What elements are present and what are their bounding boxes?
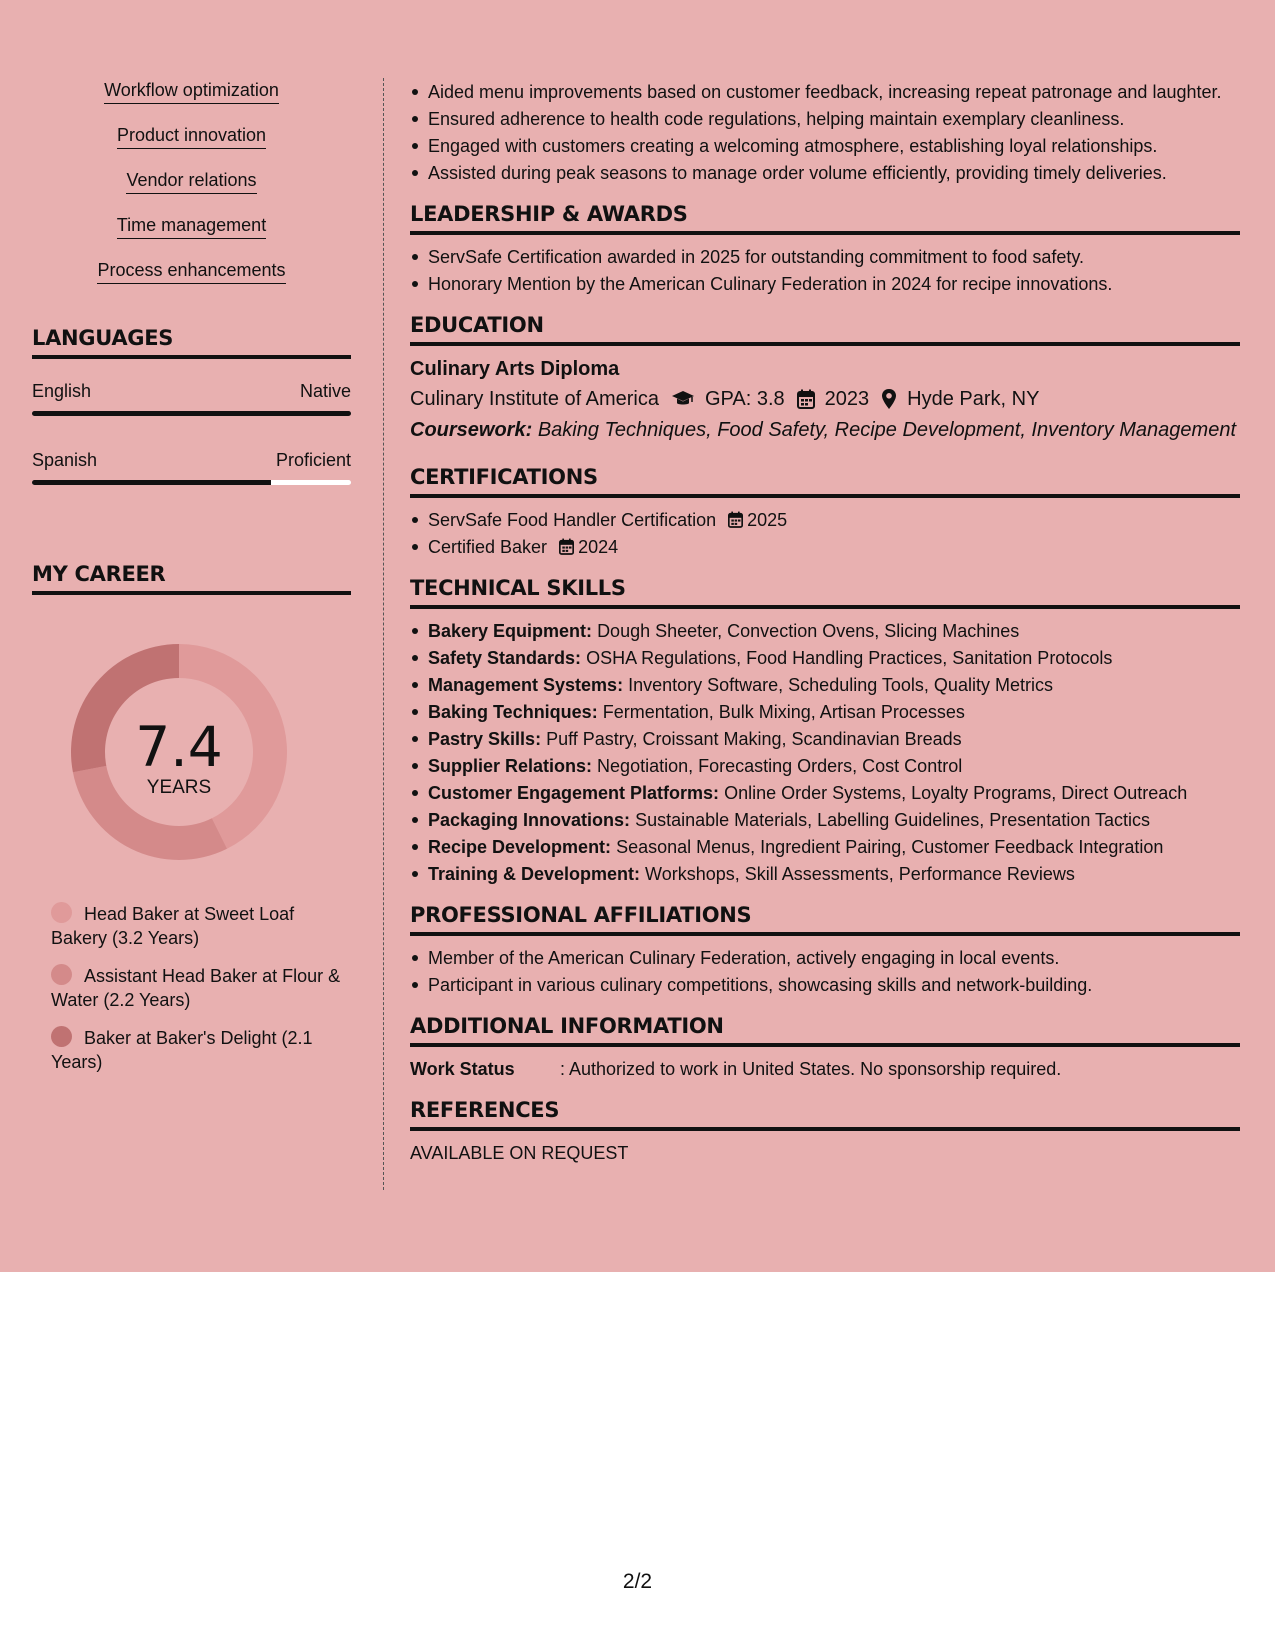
strength-item: Time management	[32, 213, 351, 258]
skill-item: Training & Development: Workshops, Skill Assessments, Performance Reviews	[410, 862, 1240, 886]
technical-skills-section	[410, 575, 1240, 886]
affiliations-title: PROFESSIONAL AFFILIATIONS	[410, 902, 1240, 936]
coursework-label: Coursework:	[410, 419, 533, 441]
graduation-cap-icon	[671, 390, 695, 408]
education-section	[410, 312, 1240, 444]
affiliation-item: Member of the American Culinary Federation, actively engaging in local events.	[410, 946, 1240, 970]
language-level: Proficient	[275, 450, 351, 470]
experience-bullet: Ensured adherence to health code regulations, helping maintain exemplary cleanliness.	[410, 107, 1240, 131]
skill-item: Packaging Innovations: Sustainable Materials, Labelling Guidelines, Presentation Tactics	[410, 808, 1240, 832]
career-donut	[64, 637, 294, 867]
right-column	[410, 80, 1240, 1165]
coursework-list: Baking Techniques, Food Safety, Recipe Development, Inventory Management	[537, 419, 1236, 441]
school-name: Culinary Institute of America	[410, 388, 659, 410]
certifications-section	[410, 464, 1240, 559]
school-location: Hyde Park, NY	[907, 388, 1040, 410]
page-number: 2/2	[622, 1570, 653, 1593]
language-name: Spanish	[32, 450, 98, 470]
legend-item: Baker at Baker's Delight (2.1 Years)	[51, 1028, 313, 1072]
calendar-icon	[728, 511, 743, 528]
work-status-value: : Authorized to work in United States. No sponsorship required.	[560, 1059, 1062, 1079]
column-divider	[383, 78, 384, 1190]
language-bar	[32, 411, 351, 416]
work-status-label: Work Status	[410, 1059, 515, 1079]
language-bar-fill	[32, 411, 351, 416]
degree-name: Culinary Arts Diploma	[410, 358, 620, 380]
career-section	[32, 561, 351, 1074]
experience-bullet: Aided menu improvements based on customer feedback, increasing repeat patronage and laughter.	[410, 80, 1240, 104]
gpa: GPA: 3.8	[705, 388, 785, 410]
skill-item: Safety Standards: OSHA Regulations, Food Handling Practices, Sanitation Protocols	[410, 646, 1240, 670]
skill-item: Baking Techniques: Fermentation, Bulk Mixing, Artisan Processes	[410, 700, 1240, 724]
experience-bullets	[410, 80, 1240, 185]
education-title: EDUCATION	[410, 312, 1240, 346]
skill-item: Management Systems: Inventory Software, Scheduling Tools, Quality Metrics	[410, 673, 1240, 697]
languages-title: LANGUAGES	[32, 325, 351, 359]
education-details	[410, 385, 1240, 413]
language-bar	[32, 480, 351, 485]
left-column	[32, 78, 351, 1088]
skill-item: Supplier Relations: Negotiation, Forecasting Orders, Cost Control	[410, 754, 1240, 778]
certification-name: ServSafe Food Handler Certification	[428, 510, 717, 530]
strengths-list	[32, 78, 351, 303]
legend-item: Head Baker at Sweet Loaf Bakery (3.2 Years)	[51, 904, 295, 948]
experience-bullet: Assisted during peak seasons to manage order volume efficiently, providing timely deliveries.	[410, 161, 1240, 185]
certification-item	[410, 508, 1240, 532]
references-text: AVAILABLE ON REQUEST	[410, 1143, 629, 1163]
languages-section	[32, 325, 351, 485]
certification-year: 2024	[578, 537, 619, 557]
career-total: 7.4	[135, 715, 223, 779]
leadership-item: Honorary Mention by the American Culinary Federation in 2024 for recipe innovations.	[410, 272, 1240, 296]
leadership-title: LEADERSHIP & AWARDS	[410, 201, 1240, 235]
strength-item: Product innovation	[32, 123, 351, 168]
location-pin-icon	[881, 388, 897, 410]
language-name: English	[32, 381, 92, 401]
additional-info-section	[410, 1013, 1240, 1081]
calendar-icon	[559, 538, 574, 555]
language-bar-fill	[32, 480, 271, 485]
skill-item: Pastry Skills: Puff Pastry, Croissant Making, Scandinavian Breads	[410, 727, 1240, 751]
strength-item: Process enhancements	[32, 258, 351, 303]
strength-item: Workflow optimization	[32, 78, 351, 123]
additional-info-title: ADDITIONAL INFORMATION	[410, 1013, 1240, 1047]
graduation-year: 2023	[824, 388, 870, 410]
legend-dot	[51, 964, 72, 985]
language-level: Native	[299, 381, 351, 401]
skill-item: Recipe Development: Seasonal Menus, Ingredient Pairing, Customer Feedback Integration	[410, 835, 1240, 859]
affiliations-section	[410, 902, 1240, 997]
skill-item: Customer Engagement Platforms: Online Order Systems, Loyalty Programs, Direct Outreach	[410, 781, 1240, 805]
certifications-title: CERTIFICATIONS	[410, 464, 1240, 498]
calendar-icon	[797, 389, 815, 409]
work-status-row	[410, 1057, 1240, 1081]
language-item	[32, 449, 351, 485]
legend-item: Assistant Head Baker at Flour & Water (2.2 Years)	[51, 966, 341, 1010]
career-title: MY CAREER	[32, 561, 351, 595]
references-title: REFERENCES	[410, 1097, 1240, 1131]
certification-name: Certified Baker	[428, 537, 548, 557]
affiliation-item: Participant in various culinary competitions, showcasing skills and network-building.	[410, 973, 1240, 997]
strength-item: Vendor relations	[32, 168, 351, 213]
experience-bullet: Engaged with customers creating a welcoming atmosphere, establishing loyal relationships.	[410, 134, 1240, 158]
coursework	[410, 416, 1240, 444]
certification-year: 2025	[747, 510, 788, 530]
certification-item	[410, 535, 1240, 559]
leadership-item: ServSafe Certification awarded in 2025 for outstanding commitment to food safety.	[410, 245, 1240, 269]
career-legend	[32, 902, 351, 1074]
references-section	[410, 1097, 1240, 1165]
leadership-section	[410, 201, 1240, 296]
language-item	[32, 380, 351, 416]
skill-item: Bakery Equipment: Dough Sheeter, Convection Ovens, Slicing Machines	[410, 619, 1240, 643]
career-unit: YEARS	[146, 777, 212, 798]
legend-dot	[51, 1026, 72, 1047]
legend-dot	[51, 902, 72, 923]
technical-skills-title: TECHNICAL SKILLS	[410, 575, 1240, 609]
